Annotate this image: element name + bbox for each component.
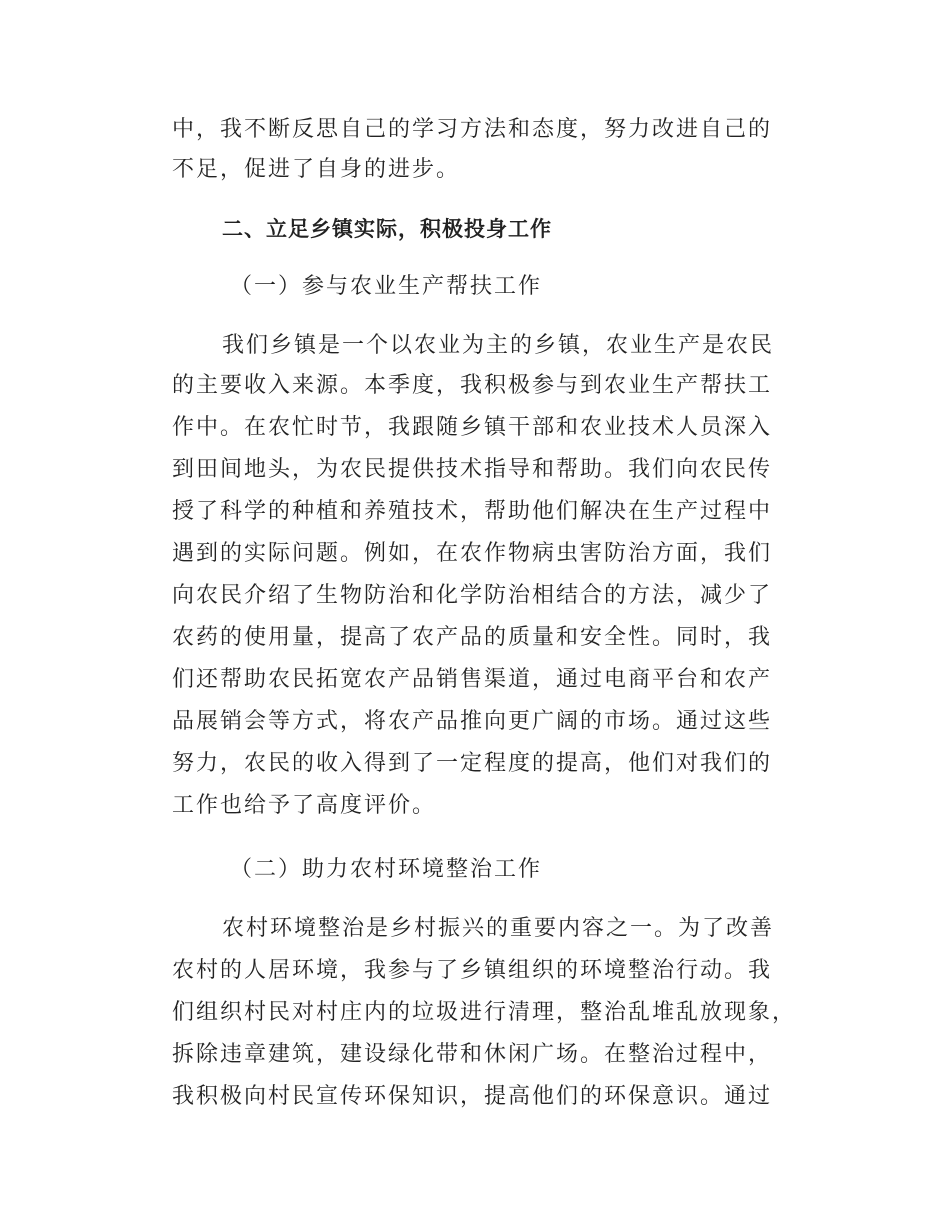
subsection-1-line-1: 我们乡镇是一个以农业为主的乡镇，农业生产是农民 <box>222 333 775 358</box>
subsection-1-line-4: 到田间地头，为农民提供技术指导和帮助。我们向农民传 <box>172 457 773 482</box>
subsection-1-line-7: 向农民介绍了生物防治和化学防治相结合的方法，减少了 <box>172 583 773 608</box>
subsection-1-line-11: 努力，农民的收入得到了一定程度的提高，他们对我们的 <box>172 751 773 776</box>
subsection-1-line-8: 农药的使用量，提高了农产品的质量和安全性。同时，我 <box>172 625 773 650</box>
subsection-1-line-5: 授了科学的种植和养殖技术，帮助他们解决在生产过程中 <box>172 499 773 524</box>
subsection-2-line-3: 们组织村民对村庄内的垃圾进行清理，整治乱堆乱放现象， <box>172 1000 797 1025</box>
subsection-2-title: （二）助力农村环境整治工作 <box>230 857 543 882</box>
subsection-2-line-2: 农村的人居环境，我参与了乡镇组织的环境整治行动。我 <box>172 958 773 983</box>
subsection-1-line-10: 品展销会等方式，将农产品推向更广阔的市场。通过这些 <box>172 709 773 734</box>
subsection-1-line-3: 作中。在农忙时节，我跟随乡镇干部和农业技术人员深入 <box>172 415 773 440</box>
subsection-1-line-6: 遇到的实际问题。例如，在农作物病虫害防治方面，我们 <box>172 541 773 566</box>
subsection-2-line-1: 农村环境整治是乡村振兴的重要内容之一。为了改善 <box>222 916 775 941</box>
subsection-2-line-4: 拆除违章建筑，建设绿化带和休闲广场。在整治过程中， <box>172 1042 773 1067</box>
subsection-1-line-9: 们还帮助农民拓宽农产品销售渠道，通过电商平台和农产 <box>172 667 773 692</box>
subsection-2-line-5: 我积极向村民宣传环保知识，提高他们的环保意识。通过 <box>172 1084 773 1109</box>
intro-line-1: 中，我不断反思自己的学习方法和态度，努力改进自己的 <box>172 117 773 142</box>
subsection-1-line-2: 的主要收入来源。本季度，我积极参与到农业生产帮扶工 <box>172 373 773 398</box>
subsection-1-title: （一）参与农业生产帮扶工作 <box>230 274 543 299</box>
subsection-1-line-12: 工作也给予了高度评价。 <box>172 793 437 818</box>
intro-line-2: 不足，促进了自身的进步。 <box>172 157 461 182</box>
section-heading: 二、立足乡镇实际，积极投身工作 <box>222 217 552 241</box>
